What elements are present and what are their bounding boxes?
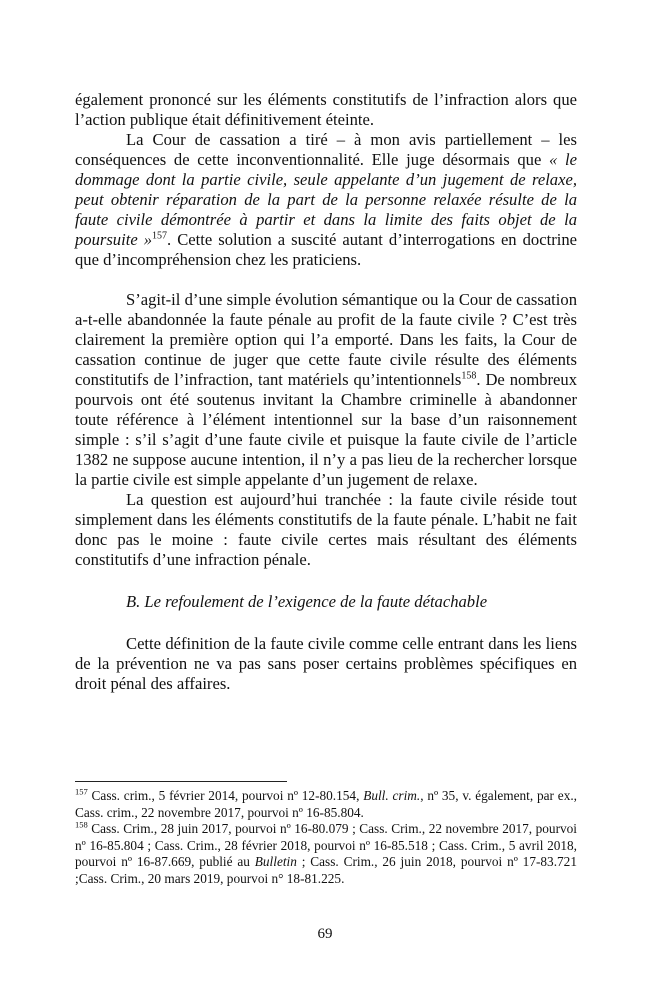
paragraph-2-lead: La Cour de cassation a tiré – à mon avis partiellement – les conséquences de cette inconventionnalité. Elle juge désormais que: [75, 130, 577, 169]
paragraph-2-tail: . Cette solution a suscité autant d’interrogations en doctrine que d’incompréhension chez les praticiens.: [75, 230, 578, 269]
footnote-ref-157[interactable]: 157: [152, 230, 168, 242]
paragraph-gap: [75, 612, 577, 634]
page-number: 69: [317, 926, 333, 942]
footnote-158: [75, 821, 577, 887]
footnote-text: ; Cass. Crim., 26 juin 2018, pourvoi nº 17-83.721 ;Cass. Crim., 20 mars 2019, pourvoi n° 18-81.225.: [75, 854, 577, 886]
footnotes: [75, 788, 577, 887]
footnote-text: Cass. Crim., 28 juin 2017, pourvoi nº 16-80.079 ; Cass. Crim., 22 novembre 2017, pourvoi nº 16-85.804 ; Cass. Crim., 28 février 2018, pourvoi nº 16-85.518 ; Cass. Crim., 5 avril 2018, pourvoi nº 16-87.669, publié au: [75, 821, 577, 869]
paragraph-1: [75, 90, 577, 130]
paragraph-5: [75, 634, 577, 694]
footnote-italic: Bull. crim.: [363, 788, 421, 803]
paragraph-3-tail: . De nombreux pourvois ont été soutenus invitant la Chambre criminelle à abandonner toute référence à l’élément intentionnel sur la base d’un raisonnement simple : s’il s’agit d’une faute civile et puisque la faute civile de l’article 1382 ne suppose aucune intention, il n’y a pas lieu de la rechercher lorsque la partie civile est simple appelante d’un jugement de relaxe.: [75, 370, 578, 489]
footnote-text: , nº 35, v. également, par ex., Cass. crim., 22 novembre 2017, pourvoi nº 16-85.804.: [75, 788, 577, 820]
paragraph-5-text: Cette définition de la faute civile comme celle entrant dans les liens de la prévention ne va pas sans poser certains problèmes spécifiques en droit pénal des affaires.: [75, 634, 577, 693]
page-body: [75, 90, 577, 694]
paragraph-1-text: également prononcé sur les éléments constitutifs de l’infraction alors que l’action publique était définitivement éteinte.: [75, 90, 577, 129]
paragraph-gap: [75, 270, 577, 290]
paragraph-4-text: La question est aujourd’hui tranchée : la faute civile réside tout simplement dans les éléments constitutifs de la faute pénale. L’habit ne fait donc pas le moine : faute civile certes mais résultant des éléments constitutifs d’une infraction pénale.: [75, 490, 577, 569]
footnote-text: Cass. crim., 5 février 2014, pourvoi nº 12-80.154,: [87, 788, 364, 803]
footnote-number: 157: [75, 786, 88, 797]
quotation: « le dommage dont la partie civile, seule appelante d’un jugement de relaxe, peut obtenir réparation de la part de la personne relaxée résulte de la faute civile démontrée à partir et dans la limite des faits objet de la poursuite »: [75, 150, 577, 249]
footnote-italic: Bulletin: [254, 854, 297, 869]
paragraph-3-lead: S’agit-il d’une simple évolution sémantique ou la Cour de cassation a-t-elle abandonnée la faute pénale au profit de la faute civile ? C’est très clairement la première option qui l’a emporté. Dans les faits, la Cour de cassation continue de juger que cette faute civile résulte des éléments constitutifs de l’infraction, tant matériels qu’intentionnels: [75, 290, 577, 389]
paragraph-4: [75, 490, 577, 570]
footnote-separator: [75, 781, 287, 782]
footnote-157: [75, 788, 577, 821]
footnote-ref-158[interactable]: 158: [461, 370, 477, 382]
footnote-number: 158: [75, 819, 88, 830]
paragraph-3: [75, 290, 577, 490]
section-heading: B. Le refoulement de l’exigence de la faute détachable: [126, 592, 488, 611]
paragraph-gap: [75, 570, 577, 592]
paragraph-2: [75, 130, 577, 270]
